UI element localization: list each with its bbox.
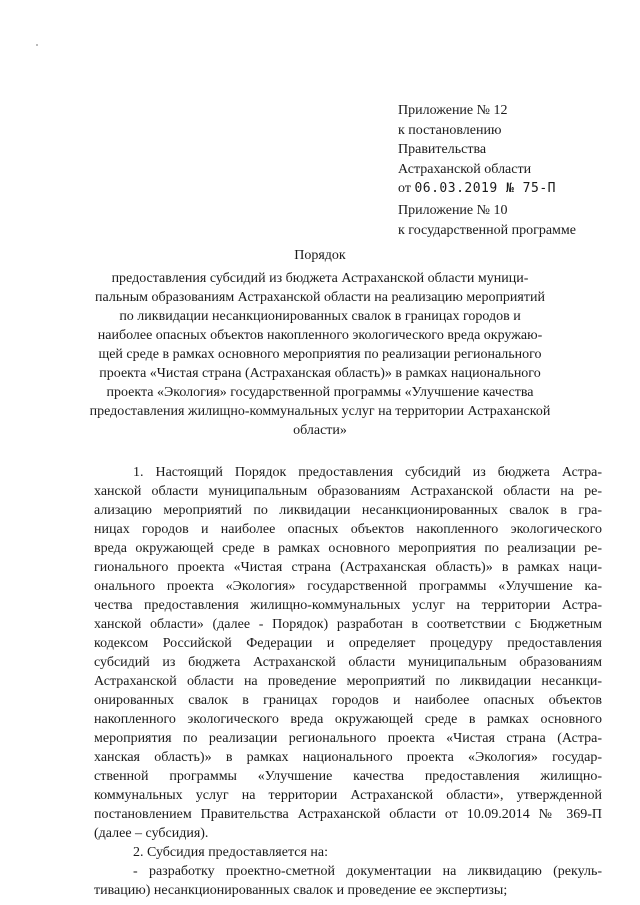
title-line: по ликвидации несанкционированных свалок в границах городов и xyxy=(119,309,521,324)
paragraph-1-line: ализацию мероприятий по ликвидации несанкционированных свалок в гра- xyxy=(94,503,602,518)
title-line: области» xyxy=(293,423,347,438)
appendix-12-line2: к постановлению xyxy=(398,122,502,138)
paragraph-1-line: гионального проекта «Чистая страна (Астраханская область)» в рамках наци- xyxy=(94,560,602,575)
paragraph-3-line: тивацию) несанкционированных свалок и проведение ее экспертизы; xyxy=(94,883,508,898)
paragraph-1-line: (далее – субсидия). xyxy=(94,826,209,841)
appendix-12-line1: Приложение № 12 xyxy=(398,103,508,118)
date-prefix: от xyxy=(398,181,411,196)
appendix-10-line2: к государственной программе xyxy=(398,222,576,238)
paragraph-3-line: - разработку проектно-сметной документации на ликвидацию (рекуль- xyxy=(133,864,602,879)
document-heading: Порядок xyxy=(294,248,346,263)
paragraph-1-line: онального проекта «Экология» государственной программы «Улучшение ка- xyxy=(94,579,602,594)
scan-speck xyxy=(36,44,38,46)
appendix-12-date xyxy=(398,179,556,199)
title-line: проекта «Экология» государственной программы «Улучшение качества xyxy=(106,385,534,400)
paragraph-2: 2. Субсидия предоставляется на: xyxy=(133,845,329,860)
appendix-12-line3: Правительства xyxy=(398,142,487,157)
appendix-10-block xyxy=(398,201,576,240)
title-line: предоставления субсидий из бюджета Астраханской области муници- xyxy=(111,271,529,286)
paragraph-1-line: накопленного экологического вреда окружающей среде в рамках основного xyxy=(94,712,602,727)
paragraph-1-line: ницах городов и наиболее опасных объектов накопленного экологического xyxy=(94,522,602,537)
paragraph-1-line: ханской области муниципальным образованиям Астраханской области на ре- xyxy=(94,484,602,499)
paragraph-1-line: вреда окружающей среде в рамках основного мероприятия по реализации ре- xyxy=(94,541,602,556)
appendix-12-line4: Астраханской области xyxy=(398,161,532,177)
paragraph-1-line: коммунальных услуг на территории Астраханской области», утвержденной xyxy=(94,788,602,803)
title-line: проекта «Чистая страна (Астраханская область)» в рамках национального xyxy=(99,366,541,381)
paragraph-1-line: онированных свалок в границах городов и наиболее опасных объектов xyxy=(94,693,602,708)
paragraph-1-line: ханская область)» в рамках национального проекта «Экология» государ- xyxy=(94,750,602,765)
appendix-12-block xyxy=(398,101,556,199)
paragraph-1-line: чества предоставления жилищно-коммунальных услуг на территории Астра- xyxy=(94,598,602,613)
paragraph-1-line: субсидий из бюджета Астраханской области муниципальным образованиям xyxy=(94,655,602,670)
title-line: пальным образованиям Астраханской области на реализацию мероприятий xyxy=(95,290,545,305)
paragraph-1-line: 1. Настоящий Порядок предоставления субсидий из бюджета Астра- xyxy=(133,465,602,480)
title-line: наиболее опасных объектов накопленного экологического вреда окружаю- xyxy=(97,328,543,343)
paragraph-1-line: ханской области» (далее - Порядок) разработан в соответствии с Бюджетным xyxy=(94,617,602,632)
title-line: предоставления жилищно-коммунальных услуг на территории Астраханской xyxy=(89,404,551,419)
paragraph-1-line: постановлением Правительства Астраханской области от 10.09.2014 № 369-П xyxy=(94,807,602,822)
title-line: щей среде в рамках основного мероприятия по реализации регионального xyxy=(98,347,542,362)
paragraph-1-line: кодексом Российской Федерации и определяет процедуру предоставления xyxy=(94,636,602,651)
appendix-10-line1: Приложение № 10 xyxy=(398,203,508,218)
paragraph-1-line: ственной программы «Улучшение качества предоставления жилищно- xyxy=(94,769,602,784)
date-handwritten: 06.03.2019 № 75-П xyxy=(414,181,556,196)
paragraph-1-line: мероприятия по реализации регионального проекта «Чистая страна (Астра- xyxy=(94,731,602,746)
paragraph-1-line: Астраханской области на проведение мероприятий по ликвидации несанкци- xyxy=(94,674,602,689)
